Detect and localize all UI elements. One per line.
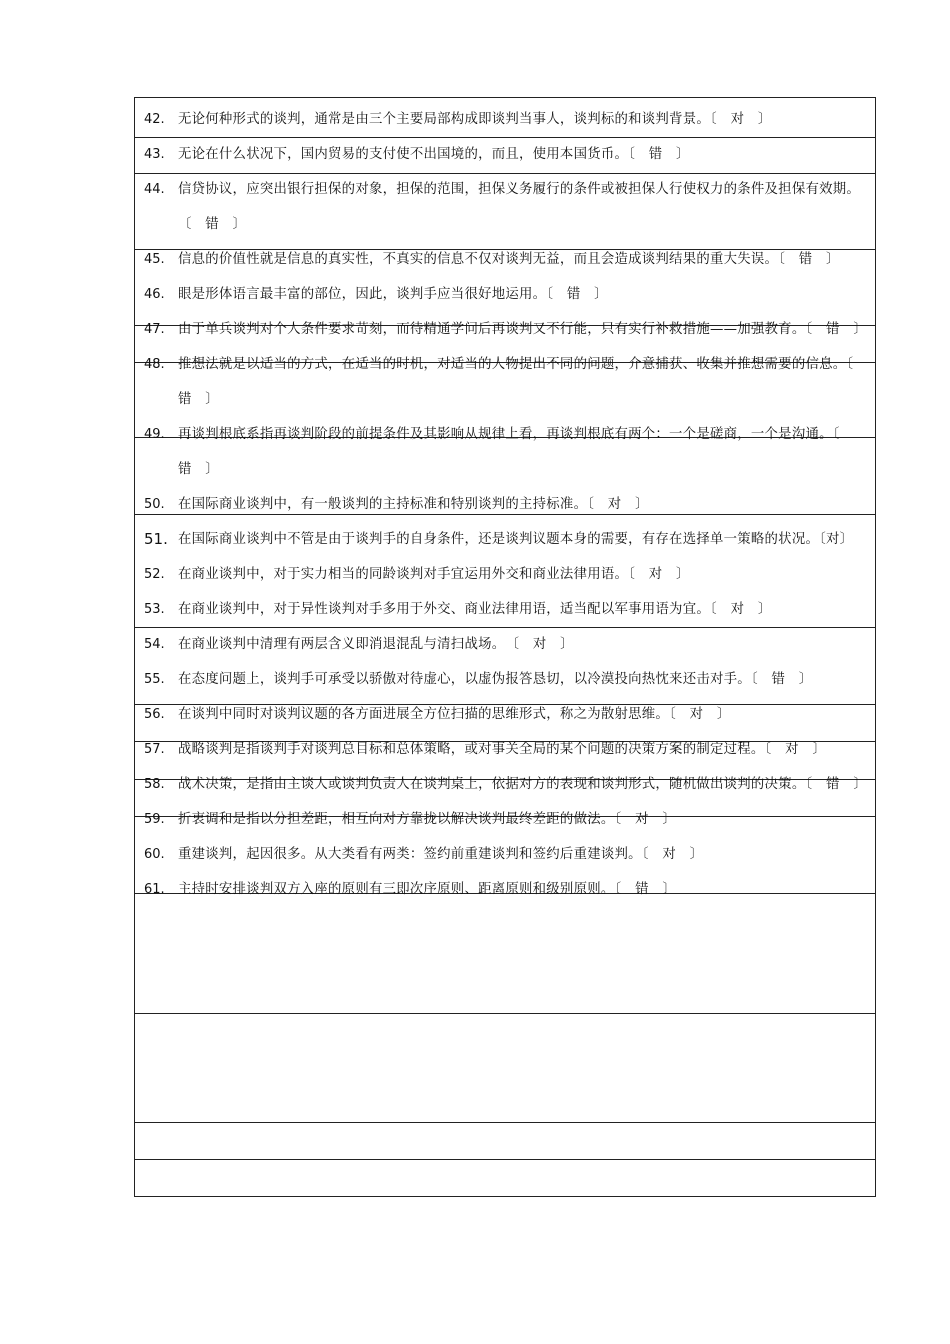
item-text: 战术决策，是指由主谈人或谈判负责人在谈判桌上，依据对方的表现和谈判形式，随机做出谈判的决策。〔 错 〕 xyxy=(178,777,867,792)
item-text: 在态度问题上，谈判手可承受以骄傲对待虚心，以虚伪报答恳切，以冷漠投向热忱来还击对手。〔 错 〕 xyxy=(178,672,813,687)
item-number: 49. xyxy=(144,427,165,442)
item-number: 51. xyxy=(144,530,168,548)
item-text: 眼是形体语言最丰富的部位，因此，谈判手应当很好地运用。〔 错 〕 xyxy=(178,287,608,302)
item-text: 重建谈判，起因很多。从大类看有两类：签约前重建谈判和签约后重建谈判。〔 对 〕 xyxy=(178,847,704,862)
list-item xyxy=(144,592,866,627)
item-text: 战略谈判是指谈判手对谈判总目标和总体策略，或对事关全局的某个问题的决策方案的制定过程。〔 对 〕 xyxy=(178,742,827,757)
item-text: 在国际商业谈判中不管是由于谈判手的自身条件，还是谈判议题本身的需要，有存在选择单一策略的状况。〔对〕 xyxy=(178,532,854,547)
item-text: 在商业谈判中清理有两层含义即消退混乱与清扫战场。 〔 对 〕 xyxy=(178,637,574,652)
item-text: 主持时安排谈判双方入座的原则有三即次序原则、距离原则和级别原则。〔 错 〕 xyxy=(178,882,677,897)
list-item xyxy=(144,102,866,137)
item-text: 无论在什么状况下，国内贸易的支付使不出国境的，而且，使用本国货币。〔 错 〕 xyxy=(178,147,690,162)
list-item xyxy=(144,242,866,277)
item-number: 50. xyxy=(144,497,165,512)
item-number: 52. xyxy=(144,567,165,582)
row-divider xyxy=(134,1122,876,1123)
item-text: 在商业谈判中，对于实力相当的同龄谈判对手宜运用外交和商业法律用语。〔 对 〕 xyxy=(178,567,690,582)
item-number: 58. xyxy=(144,777,165,792)
item-text: 折衷调和是指以分担差距，相互向对方靠拢以解决谈判最终差距的做法。〔 对 〕 xyxy=(178,812,677,827)
question-list xyxy=(144,102,866,907)
item-number: 47. xyxy=(144,322,165,337)
item-text: 信贷协议，应突出银行担保的对象，担保的范围，担保义务履行的条件或被担保人行使权力的条件及担保有效期。〔 错 〕 xyxy=(178,182,861,232)
list-item xyxy=(144,697,866,732)
list-item xyxy=(144,137,866,172)
item-number: 59. xyxy=(144,812,165,827)
item-number: 42. xyxy=(144,112,165,127)
item-number: 60. xyxy=(144,847,165,862)
item-number: 48. xyxy=(144,357,165,372)
item-number: 46. xyxy=(144,287,165,302)
item-text: 在谈判中同时对谈判议题的各方面进展全方位扫描的思维形式，称之为散射思维。〔 对 〕 xyxy=(178,707,731,722)
list-item xyxy=(144,347,866,417)
list-item xyxy=(144,732,866,767)
item-text: 推想法就是以适当的方式，在适当的时机，对适当的人物提出不同的问题，介意捕获、收集并推想需要的信息。〔 错 〕 xyxy=(178,357,867,407)
item-text: 在商业谈判中，对于异性谈判对手多用于外交、商业法律用语，适当配以军事用语为宜。〔 对 〕 xyxy=(178,602,772,617)
item-number: 54. xyxy=(144,637,165,652)
item-text: 在国际商业谈判中，有一般谈判的主持标准和特别谈判的主持标准。〔 对 〕 xyxy=(178,497,649,512)
item-text: 再谈判根底系指再谈判阶段的前提条件及其影响从规律上看，再谈判根底有两个：一个是磋商，一个是沟通。〔 错 〕 xyxy=(178,427,854,477)
list-item xyxy=(144,487,866,522)
list-item xyxy=(144,872,866,907)
list-item xyxy=(144,417,866,487)
row-divider xyxy=(134,1159,876,1160)
item-text: 信息的价值性就是信息的真实性，不真实的信息不仅对谈判无益，而且会造成谈判结果的重大失误。〔 错 〕 xyxy=(178,252,840,267)
item-number: 56. xyxy=(144,707,165,722)
item-text: 无论何种形式的谈判，通常是由三个主要局部构成即谈判当事人，谈判标的和谈判背景。〔 对 〕 xyxy=(178,112,772,127)
list-item xyxy=(144,662,866,697)
list-item xyxy=(144,172,866,242)
item-number: 61. xyxy=(144,882,165,897)
row-divider xyxy=(134,1013,876,1014)
item-number: 45. xyxy=(144,252,165,267)
list-item xyxy=(144,557,866,592)
item-number: 44. xyxy=(144,182,165,197)
item-number: 57. xyxy=(144,742,165,757)
list-item xyxy=(144,837,866,872)
item-number: 53. xyxy=(144,602,165,617)
list-item xyxy=(144,312,866,347)
item-text: 由于单兵谈判对个人条件要求苛刻，而待精通学问后再谈判又不行能，只有实行补救措施——加强教育。〔 错 〕 xyxy=(178,322,867,337)
item-number: 43. xyxy=(144,147,165,162)
list-item xyxy=(144,767,866,802)
list-item xyxy=(144,627,866,662)
list-item xyxy=(144,802,866,837)
list-item xyxy=(144,522,866,557)
list-item xyxy=(144,277,866,312)
item-number: 55. xyxy=(144,672,165,687)
